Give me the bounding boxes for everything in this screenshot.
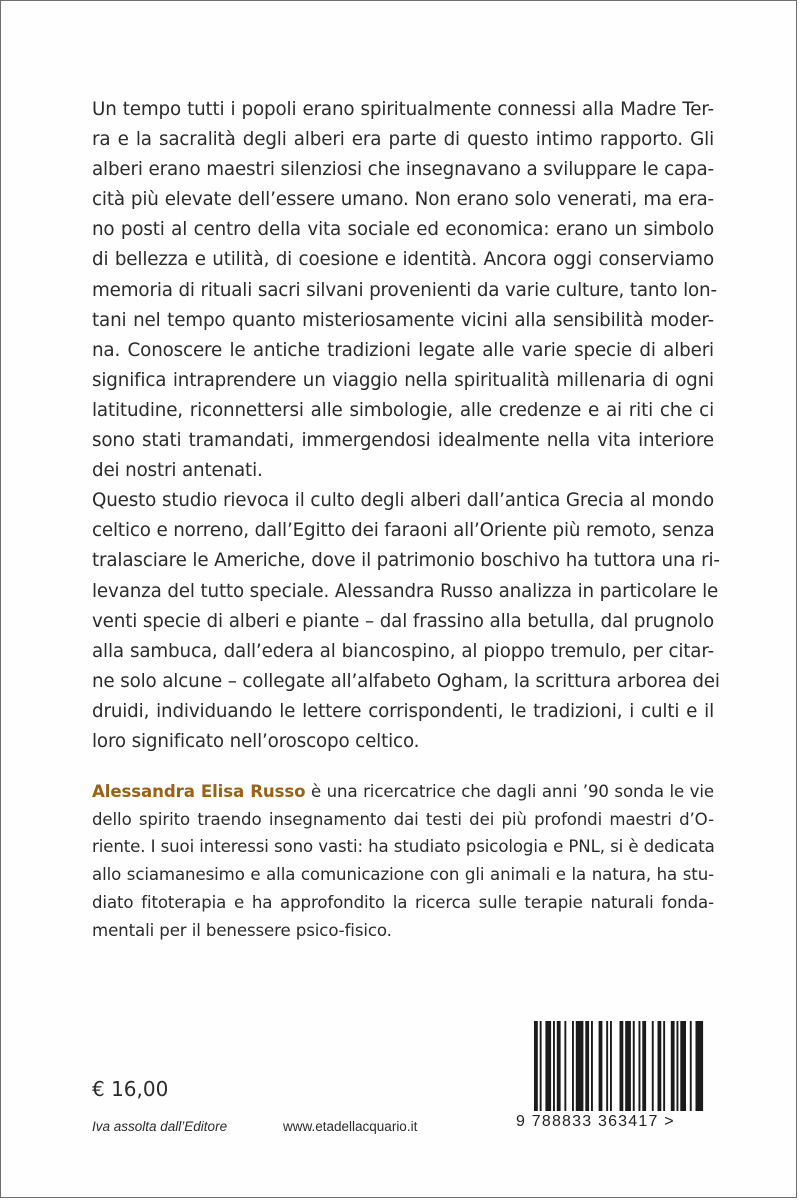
publisher-website[interactable]: www.etadellacquario.it <box>283 1119 418 1134</box>
barcode-bar <box>633 1021 635 1111</box>
barcode-bar <box>625 1021 631 1111</box>
barcode-bar <box>690 1021 692 1111</box>
barcode-bar <box>663 1021 665 1111</box>
text-line: sono stati tramandati, immergendosi idealmente nella vita interiore <box>92 430 714 452</box>
barcode-bar <box>564 1021 566 1111</box>
bio-line: allo sciamanesimo e alla comunicazione con gli animali e la natura, ha stu- <box>92 865 714 885</box>
author-name: Alessandra Elisa Russo <box>92 782 306 801</box>
barcode-bar <box>540 1021 542 1111</box>
text-line: levanza del tutto speciale. Alessandra Russo analizza in particolare le <box>92 580 719 602</box>
barcode-bar <box>572 1021 574 1111</box>
text-line: dei nostri antenati. <box>92 460 263 482</box>
text-line: venti specie di alberi e piante – dal frassino alla betulla, dal prugnolo <box>92 610 714 632</box>
barcode-bar <box>671 1021 675 1111</box>
text-line: di bellezza e utilità, di coesione e identità. Ancora oggi conserviamo <box>92 249 714 271</box>
barcode-bar <box>534 1021 538 1111</box>
text-line: tralasciare le Americhe, dove il patrimonio boschivo ha tuttora una ri- <box>92 550 720 572</box>
barcode-bar <box>591 1021 593 1111</box>
vat-note: Iva assolta dall’Editore <box>92 1119 228 1134</box>
text-line: druidi, individuando le lettere corrispondenti, le tradizioni, i culti e il <box>92 700 714 722</box>
bio-line: dello spirito traendo insegnamento dai testi dei più profondi maestri d’O- <box>92 809 714 829</box>
blurb-paragraph-2 <box>92 486 720 757</box>
text-line: ra e la sacralità degli alberi era parte di questo intimo rapporto. Gli <box>92 129 714 151</box>
text-line: no posti al centro della vita sociale ed economica: erano un simbolo <box>92 219 714 241</box>
text-line: loro significato nell’oroscopo celtico. <box>92 730 420 752</box>
barcode-bar <box>639 1021 641 1111</box>
barcode-bar <box>557 1021 561 1111</box>
barcode-bar <box>610 1021 612 1111</box>
barcode-digits: 9 788833 363417 > <box>516 1113 675 1130</box>
author-bio <box>92 778 714 944</box>
barcode-bar <box>576 1021 584 1111</box>
text-line: cità più elevate dell’essere umano. Non erano solo venerati, ma era- <box>92 189 714 211</box>
barcode-bar <box>658 1021 662 1111</box>
blurb-paragraph-1 <box>92 95 717 486</box>
barcode-bar <box>599 1021 603 1111</box>
blurb-text <box>92 95 720 757</box>
barcode-bar <box>696 1021 704 1111</box>
bio-line: diato fitoterapia e ha approfondito la ricerca sulle terapie naturali fonda- <box>92 892 714 912</box>
bio-line: riente. I suoi interessi sono vasti: ha studiato psicologia e PNL, si è dedicata <box>92 837 715 857</box>
barcode-bar <box>677 1021 679 1111</box>
barcode-bars <box>516 1021 716 1113</box>
text-line: alberi erano maestri silenziosi che insegnavano a sviluppare le capa- <box>92 159 714 181</box>
barcode-bar <box>642 1021 646 1111</box>
barcode-bar <box>553 1021 555 1111</box>
text-line: latitudine, riconnettersi alle simbologie, alle credenze e ai riti che ci <box>92 399 714 421</box>
barcode-bar <box>606 1021 608 1111</box>
text-line: na. Conoscere le antiche tradizioni legate alle varie specie di alberi <box>92 339 714 361</box>
barcode-bar <box>585 1021 589 1111</box>
bio-line: è una ricercatrice che dagli anni ’90 sonda le vie <box>305 782 714 801</box>
text-line: alla sambuca, dall’edera al biancospino, al pioppo tremulo, per citar- <box>92 640 714 662</box>
text-line: Questo studio rievoca il culto degli alberi dall’antica Grecia al mondo <box>92 490 714 512</box>
text-line: memoria di rituali sacri silvani provenienti da varie culture, tanto lon- <box>92 279 717 301</box>
barcode-bar <box>652 1021 654 1111</box>
barcode-bar <box>620 1021 624 1111</box>
barcode-bar <box>545 1021 551 1111</box>
price-label: € 16,00 <box>92 1077 169 1101</box>
text-line: ne solo alcune – collegate all’alfabeto Ogham, la scrittura arborea dei <box>92 670 720 692</box>
text-line: tani nel tempo quanto misteriosamente vicini alla sensibilità moder- <box>92 309 714 331</box>
bio-line: mentali per il benessere psico-fisico. <box>92 920 392 940</box>
barcode-bar <box>680 1021 686 1111</box>
isbn-barcode <box>516 1021 716 1141</box>
text-line: Un tempo tutti i popoli erano spiritualmente connessi alla Madre Ter- <box>92 99 714 120</box>
text-line: celtico e norreno, dall’Egitto dei faraoni all’Oriente più remoto, senza <box>92 520 715 542</box>
text-line: significa intraprendere un viaggio nella spiritualità millenaria di ogni <box>92 369 714 391</box>
